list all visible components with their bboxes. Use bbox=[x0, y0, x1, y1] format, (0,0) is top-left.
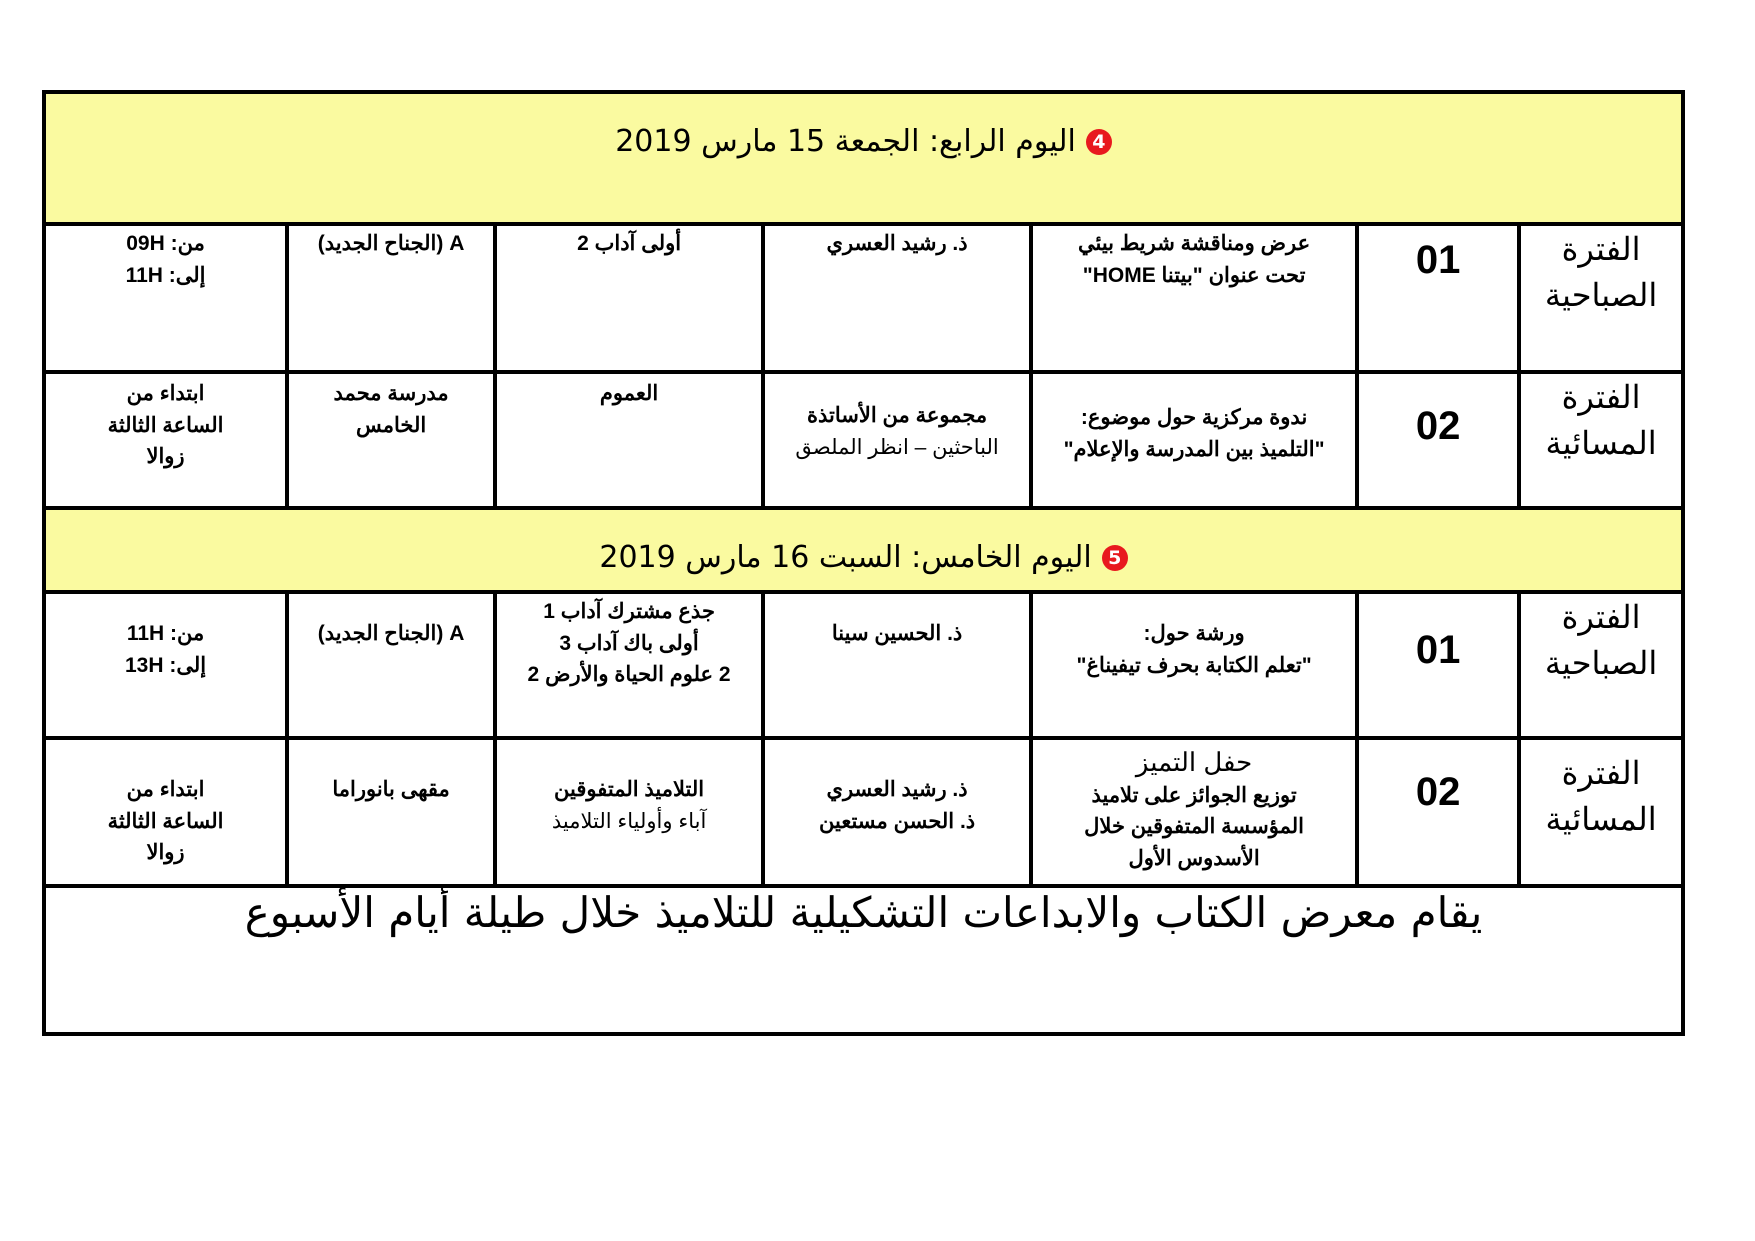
time-cell: من: 11H إلى: 13H bbox=[44, 592, 287, 738]
location-cell: A (الجناح الجديد) bbox=[287, 592, 495, 738]
table-row bbox=[44, 738, 1683, 886]
session-number: 02 bbox=[1357, 738, 1519, 886]
table-row bbox=[44, 372, 1683, 508]
session-number: 01 bbox=[1357, 224, 1519, 372]
period-cell: الفترة الصباحية bbox=[1519, 592, 1683, 738]
audience-cell: جذع مشترك آداب 1 أولى باك آداب 3 2 علوم الحياة والأرض 2 bbox=[495, 592, 763, 738]
audience-cell: العموم bbox=[495, 372, 763, 508]
activity-cell: ندوة مركزية حول موضوع: "التلميذ بين المدرسة والإعلام" bbox=[1031, 372, 1357, 508]
program-schedule-table bbox=[42, 90, 1685, 1036]
table-row bbox=[44, 592, 1683, 738]
audience-cell: التلاميذ المتفوقين آباء وأولياء التلاميذ bbox=[495, 738, 763, 886]
period-cell: الفترة الصباحية bbox=[1519, 224, 1683, 372]
period-cell: الفترة المسائية bbox=[1519, 372, 1683, 508]
activity-cell: ورشة حول: "تعلم الكتابة بحرف تيفيناغ" bbox=[1031, 592, 1357, 738]
location-cell: A (الجناح الجديد) bbox=[287, 224, 495, 372]
day4-title: اليوم الرابع: الجمعة 15 مارس 2019 bbox=[615, 124, 1076, 159]
activity-cell: عرض ومناقشة شريط بيئي تحت عنوان "بيتنا HOME" bbox=[1031, 224, 1357, 372]
presenter-cell: ذ. رشيد العسري bbox=[763, 224, 1031, 372]
time-cell: من: 09H إلى: 11H bbox=[44, 224, 287, 372]
activity-cell: حفل التميز توزيع الجوائز على تلاميذ المؤسسة المتفوقين خلال الأسدوس الأول bbox=[1031, 738, 1357, 886]
period-cell: الفترة المسائية bbox=[1519, 738, 1683, 886]
presenter-cell: مجموعة من الأساتذة الباحثين – انظر الملصق bbox=[763, 372, 1031, 508]
session-number: 01 bbox=[1357, 592, 1519, 738]
time-cell: ابتداء من الساعة الثالثة زوالا bbox=[44, 738, 287, 886]
day4-header bbox=[44, 92, 1683, 224]
location-cell: مقهى بانوراما bbox=[287, 738, 495, 886]
location-cell: مدرسة محمد الخامس bbox=[287, 372, 495, 508]
day5-header bbox=[44, 508, 1683, 592]
day4-number-badge: 4 bbox=[1086, 129, 1112, 155]
presenter-cell: ذ. الحسين سينا bbox=[763, 592, 1031, 738]
audience-cell: أولى آداب 2 bbox=[495, 224, 763, 372]
table-row bbox=[44, 224, 1683, 372]
time-cell: ابتداء من الساعة الثالثة زوالا bbox=[44, 372, 287, 508]
session-number: 02 bbox=[1357, 372, 1519, 508]
day5-title: اليوم الخامس: السبت 16 مارس 2019 bbox=[599, 540, 1092, 575]
footer-note: يقام معرض الكتاب والابداعات التشكيلية للتلاميذ خلال طيلة أيام الأسبوع bbox=[44, 886, 1683, 1034]
day5-number-badge: 5 bbox=[1102, 545, 1128, 571]
presenter-cell: ذ. رشيد العسري ذ. الحسن مستعين bbox=[763, 738, 1031, 886]
